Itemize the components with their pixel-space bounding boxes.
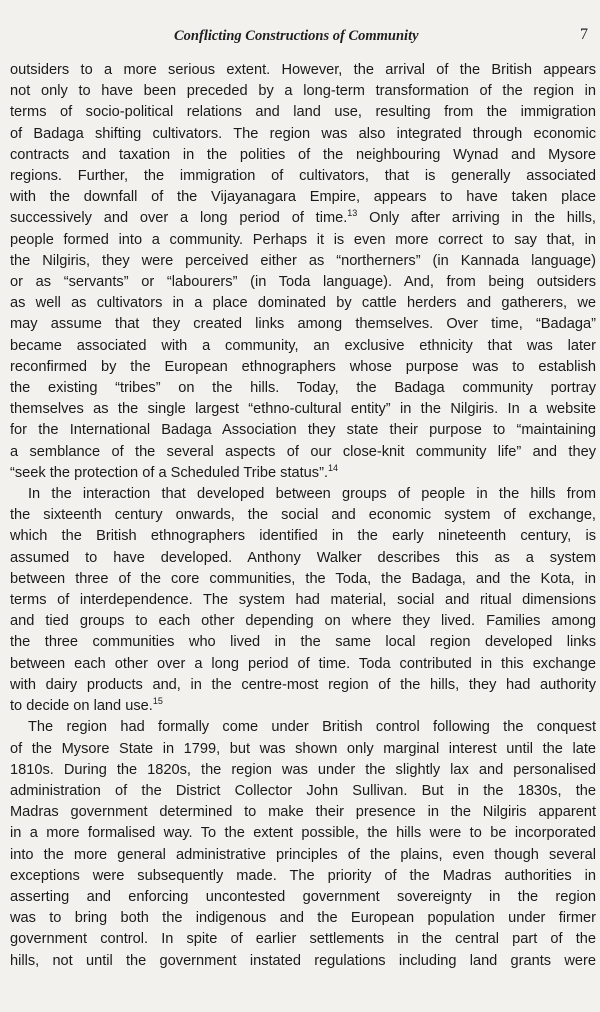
text-segment: to decide on land use. xyxy=(10,698,153,715)
footnote-ref-13[interactable]: 13 xyxy=(347,208,358,219)
text-line: assumed to have developed. Anthony Walker describes this as a system xyxy=(10,549,596,566)
text-line: became associated with a community, an exclusive ethnicity that was later xyxy=(10,337,596,354)
text-line: terms of interdependence. The system had material, social and ritual dimensions xyxy=(10,592,596,609)
text-line: may assume that they created links among themselves. Over time, “Badaga” xyxy=(10,316,596,333)
text-line: in a more formalised way. To the extent possible, the hills were to be incorporated xyxy=(10,825,596,842)
running-title: Conflicting Constructions of Community xyxy=(174,28,419,44)
body-text xyxy=(10,60,596,972)
text-line: as well as cultivators in a place dominated by cattle herders and gatherers, we xyxy=(10,295,596,312)
text-line: people formed into a community. Perhaps it is even more correct to say that, in xyxy=(10,231,596,248)
text-line: with dairy products and, in the centre-most region of the hills, they had authority xyxy=(10,676,596,693)
text-segment: Only after arriving in the hills, xyxy=(357,210,596,227)
text-line: with the downfall of the Vijayanagara Empire, appears to have taken place xyxy=(10,189,596,206)
text-line: of the Mysore State in 1799, but was shown only marginal interest until the late xyxy=(10,740,596,757)
text-line: In the interaction that developed between groups of people in the hills from xyxy=(28,486,596,503)
text-line: the three communities who lived in the same local region developed links xyxy=(10,634,596,651)
footnote-ref-15[interactable]: 15 xyxy=(152,696,163,707)
text-line: The region had formally come under British control following the conquest xyxy=(28,719,596,736)
text-line: into the more general administrative principles of the plains, even though several xyxy=(10,846,596,863)
text-line: reconfirmed by the European ethnographers whose purpose was to establish xyxy=(10,358,596,375)
text-line: contracts and taxation in the polities of the neighbouring Wynad and Mysore xyxy=(10,146,596,163)
text-line: of Badaga shifting cultivators. The region was also integrated through economic xyxy=(10,125,596,142)
text-line: terms of socio-political relations and land use, resulting from the immigration xyxy=(10,104,596,121)
text-line: outsiders to a more serious extent. However, the arrival of the British appears xyxy=(10,62,596,78)
text-segment: successively and over a long period of time. xyxy=(10,210,348,227)
text-line xyxy=(10,208,596,229)
text-line: asserting and enforcing uncontested government sovereignty in the region xyxy=(10,888,596,905)
text-line: not only to have been preceded by a long-term transformation of the region in xyxy=(10,83,596,100)
text-line: regions. Further, the immigration of cultivators, that is generally associated xyxy=(10,168,596,185)
page-number: 7 xyxy=(580,26,588,43)
text-line: government control. In spite of earlier settlements in the central part of the xyxy=(10,931,596,948)
text-line: between each other over a long period of time. Toda contributed in this exchange xyxy=(10,655,596,672)
text-line: hills, not until the government instated regulations including land grants were xyxy=(10,952,596,969)
paragraph-1 xyxy=(10,60,596,484)
text-segment: “seek the protection of a Scheduled Tribe status”. xyxy=(10,464,328,481)
text-line: a semblance of the several aspects of our close-knit community life” and they xyxy=(10,443,596,460)
text-line: the sixteenth century onwards, the social and economic system of exchange, xyxy=(10,507,596,524)
text-line xyxy=(10,463,596,484)
paragraph-3 xyxy=(10,717,596,971)
text-line: administration of the District Collector John Sullivan. But in the 1830s, the xyxy=(10,782,596,799)
text-line: the existing “tribes” on the hills. Today, the Badaga community portray xyxy=(10,380,596,397)
paragraph-2 xyxy=(10,484,596,717)
text-line: for the International Badaga Association they state their purpose to “maintaining xyxy=(10,422,596,439)
page-header xyxy=(0,28,600,50)
text-line: and tied groups to each other depending on where they lived. Families among xyxy=(10,613,596,630)
text-line: or as “servants” or “labourers” (in Toda language). And, from being outsiders xyxy=(10,274,596,291)
text-line: the Nilgiris, they were perceived either as “northerners” (in Kannada language) xyxy=(10,252,596,269)
footnote-ref-14[interactable]: 14 xyxy=(328,463,339,473)
text-line: exceptions were subsequently made. The priority of the Madras authorities in xyxy=(10,867,596,884)
text-line: was to bring both the indigenous and the European population under firmer xyxy=(10,910,596,927)
text-line: which the British ethnographers identified in the early nineteenth century, is xyxy=(10,528,596,545)
text-line xyxy=(10,696,596,717)
text-line: Madras government determined to make their presence in the Nilgiris apparent xyxy=(10,804,596,821)
text-line: between three of the core communities, the Toda, the Badaga, and the Kota, in xyxy=(10,570,596,587)
text-line: themselves as the single largest “ethno-cultural entity” in the Nilgiris. In a website xyxy=(10,401,596,418)
text-line: 1810s. During the 1820s, the region was under the slightly lax and personalised xyxy=(10,761,596,778)
